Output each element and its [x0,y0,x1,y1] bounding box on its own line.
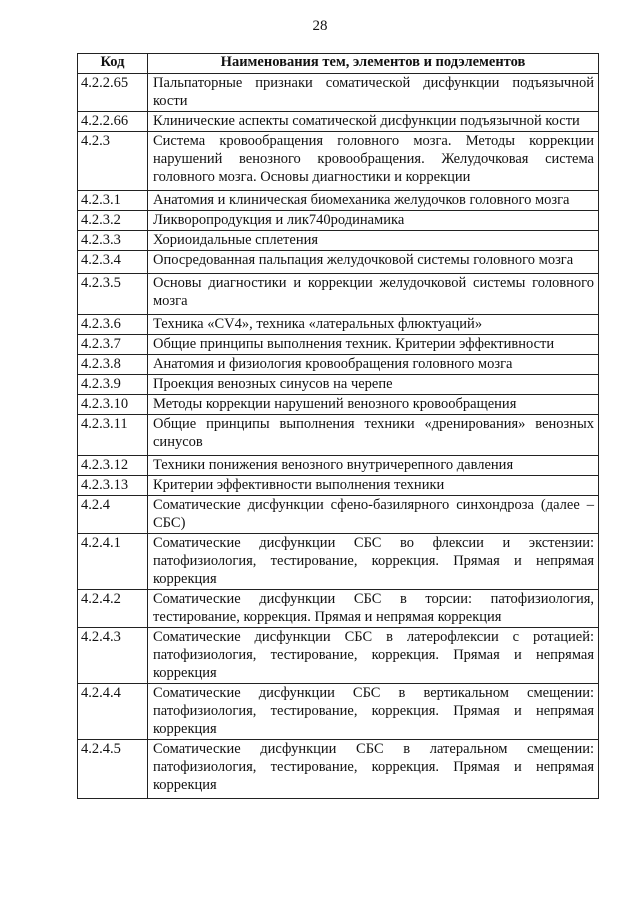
row-code: 4.2.4 [78,496,148,534]
row-code: 4.2.3.7 [78,335,148,355]
row-title: Анатомия и физиология кровообращения головного мозга [148,355,599,375]
table-row [78,274,599,315]
row-code: 4.2.4.3 [78,628,148,684]
topics-table [77,53,599,799]
table-row [78,740,599,799]
row-title: Опосредованная пальпация желудочковой системы головного мозга [148,251,599,274]
row-code: 4.2.2.65 [78,74,148,112]
row-title: Клинические аспекты соматической дисфункции подъязычной кости [148,112,599,132]
row-title: Хориоидальные сплетения [148,231,599,251]
table-row [78,456,599,476]
table-row [78,534,599,590]
table-row [78,628,599,684]
row-title: Система кровообращения головного мозга. Методы коррекции нарушений венозного кровообращения. Желудочковая система головного мозга. Основы диагностики и коррекции [148,132,599,191]
row-code: 4.2.3.4 [78,251,148,274]
table-row [78,251,599,274]
row-title: Методы коррекции нарушений венозного кровообращения [148,395,599,415]
row-code: 4.2.3.13 [78,476,148,496]
row-code: 4.2.3.3 [78,231,148,251]
table-row [78,355,599,375]
table-row [78,415,599,456]
table-row [78,395,599,415]
row-code: 4.2.4.1 [78,534,148,590]
row-code: 4.2.3.10 [78,395,148,415]
header-title: Наименования тем, элементов и подэлементов [148,54,599,74]
row-title: Техника «CV4», техника «латеральных флюктуаций» [148,315,599,335]
row-title: Соматические дисфункции СБС в латеральном смещении: патофизиология, тестирование, коррекция. Прямая и непрямая коррекция [148,740,599,799]
row-title: Критерии эффективности выполнения техники [148,476,599,496]
row-code: 4.2.4.5 [78,740,148,799]
row-title: Пальпаторные признаки соматической дисфункции подъязычной кости [148,74,599,112]
table-row [78,375,599,395]
row-code: 4.2.3.2 [78,211,148,231]
table-row [78,191,599,211]
row-code: 4.2.3.1 [78,191,148,211]
row-title: Соматические дисфункции СБС в торсии: патофизиология, тестирование, коррекция. Прямая и непрямая коррекция [148,590,599,628]
row-title: Соматические дисфункции сфено-базилярного синхондроза (далее – СБС) [148,496,599,534]
table-row [78,74,599,112]
table-row [78,231,599,251]
row-code: 4.2.2.66 [78,112,148,132]
row-title: Основы диагностики и коррекции желудочковой системы головного мозга [148,274,599,315]
row-title: Анатомия и клиническая биомеханика желудочков головного мозга [148,191,599,211]
row-title: Соматические дисфункции СБС во флексии и экстензии: патофизиология, тестирование, коррекция. Прямая и непрямая коррекция [148,534,599,590]
row-code: 4.2.3.12 [78,456,148,476]
row-title: Соматические дисфункции СБС в вертикальном смещении: патофизиология, тестирование, коррекция. Прямая и непрямая коррекция [148,684,599,740]
table-row [78,112,599,132]
row-title: Проекция венозных синусов на черепе [148,375,599,395]
header-code: Код [78,54,148,74]
table-row [78,211,599,231]
row-code: 4.2.3.5 [78,274,148,315]
row-code: 4.2.4.2 [78,590,148,628]
table-row [78,684,599,740]
row-code: 4.2.3.9 [78,375,148,395]
table-row [78,315,599,335]
row-code: 4.2.3.6 [78,315,148,335]
row-code: 4.2.3 [78,132,148,191]
row-title: Общие принципы выполнения техники «дренирования» венозных синусов [148,415,599,456]
table-row [78,496,599,534]
table-row [78,335,599,355]
table-row [78,476,599,496]
row-code: 4.2.4.4 [78,684,148,740]
row-code: 4.2.3.11 [78,415,148,456]
page-number: 28 [312,18,328,34]
row-title: Ликворопродукция и лик740родинамика [148,211,599,231]
row-title: Соматические дисфункции СБС в латерофлексии с ротацией: патофизиология, тестирование, коррекция. Прямая и непрямая коррекция [148,628,599,684]
table-header-row [78,54,599,74]
table-row [78,590,599,628]
table-row [78,132,599,191]
row-code: 4.2.3.8 [78,355,148,375]
row-title: Общие принципы выполнения техник. Критерии эффективности [148,335,599,355]
row-title: Техники понижения венозного внутричерепного давления [148,456,599,476]
